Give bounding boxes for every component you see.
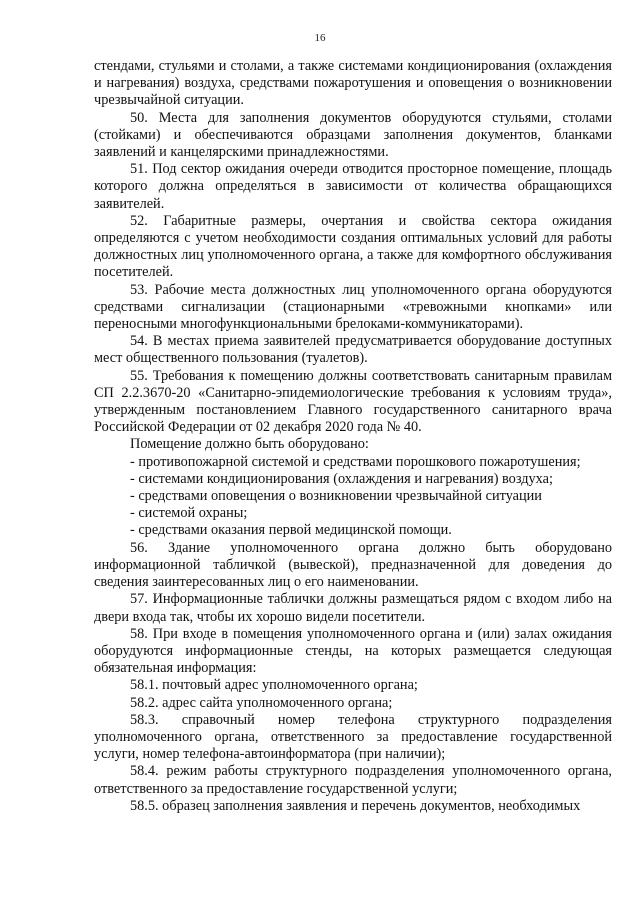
paragraph: 58.3. справочный номер телефона структурного подразделения уполномоченного органа, ответственного за предоставление государственной услуги, номер телефона-автоинформатора (при наличии); (94, 711, 612, 763)
paragraph: 53. Рабочие места должностных лиц уполномоченного органа оборудуются средствами сигнализации (стационарными «тревожными кнопками» или переносными многофункциональными брелоками-коммуникаторами). (94, 281, 612, 333)
paragraph: 51. Под сектор ожидания очереди отводится просторное помещение, площадь которого должна определяться в зависимости от количества обращающихся заявителей. (94, 161, 612, 212)
paragraph: 58. При входе в помещения уполномоченного органа и (или) залах ожидания оборудуются информационные стенды, на которых размещается следующая обязательная информация: (94, 625, 612, 677)
paragraph: - системой охраны; (130, 505, 248, 522)
paragraph: 58.2. адрес сайта уполномоченного органа; (130, 694, 393, 711)
paragraph: 58.4. режим работы структурного подразделения уполномоченного органа, ответственного за предоставление государственной услуги; (94, 763, 612, 797)
paragraph: 55. Требования к помещению должны соответствовать санитарным правилам СП 2.2.3670-20 «Санитарно-эпидемиологические требования к условиям труда», утвержденным постановлением Главного государственного санитарного врача Российской Федерации от 02 декабря 2020 года № 40. (94, 367, 612, 436)
paragraph: 56. Здание уполномоченного органа должно быть оборудовано информационной табличкой (вывеской), предназначенной для доведения до сведения заинтересованных лиц о его наименовании. (94, 539, 612, 591)
paragraph: - системами кондиционирования (охлаждения и нагревания) воздуха; (130, 470, 553, 487)
paragraph: 50. Места для заполнения документов оборудуются стульями, столами (стойками) и обеспечиваются образцами заполнения документов, бланками заявлений и канцелярскими принадлежностями. (94, 109, 612, 161)
paragraph: - противопожарной системой и средствами порошкового пожаротушения; (130, 453, 581, 470)
paragraph: Помещение должно быть оборудовано: (130, 436, 369, 453)
paragraph: - средствами оповещения о возникновении чрезвычайной ситуации (130, 488, 542, 505)
paragraph: 57. Информационные таблички должны размещаться рядом с входом либо на двери входа так, чтобы их хорошо видели посетители. (94, 591, 612, 625)
paragraph: 58.1. почтовый адрес уполномоченного органа; (130, 677, 418, 694)
paragraph: 52. Габаритные размеры, очертания и свойства сектора ожидания определяются с учетом необходимости создания оптимальных условий для работы должностных лиц уполномоченного органа, а также для комфортного обслуживания посетителей. (94, 212, 612, 281)
document-body (94, 58, 612, 815)
paragraph: 58.5. образец заполнения заявления и перечень документов, необходимых (130, 797, 581, 814)
paragraph: 54. В местах приема заявителей предусматривается оборудование доступных мест общественного пользования (туалетов). (94, 333, 612, 367)
paragraph: - средствами оказания первой медицинской помощи. (130, 522, 452, 539)
paragraph: стендами, стульями и столами, а также системами кондиционирования (охлаждения и нагревания) воздуха, средствами пожаротушения и оповещения о возникновении чрезвычайной ситуации. (94, 58, 612, 109)
page-number: 16 (314, 32, 326, 44)
